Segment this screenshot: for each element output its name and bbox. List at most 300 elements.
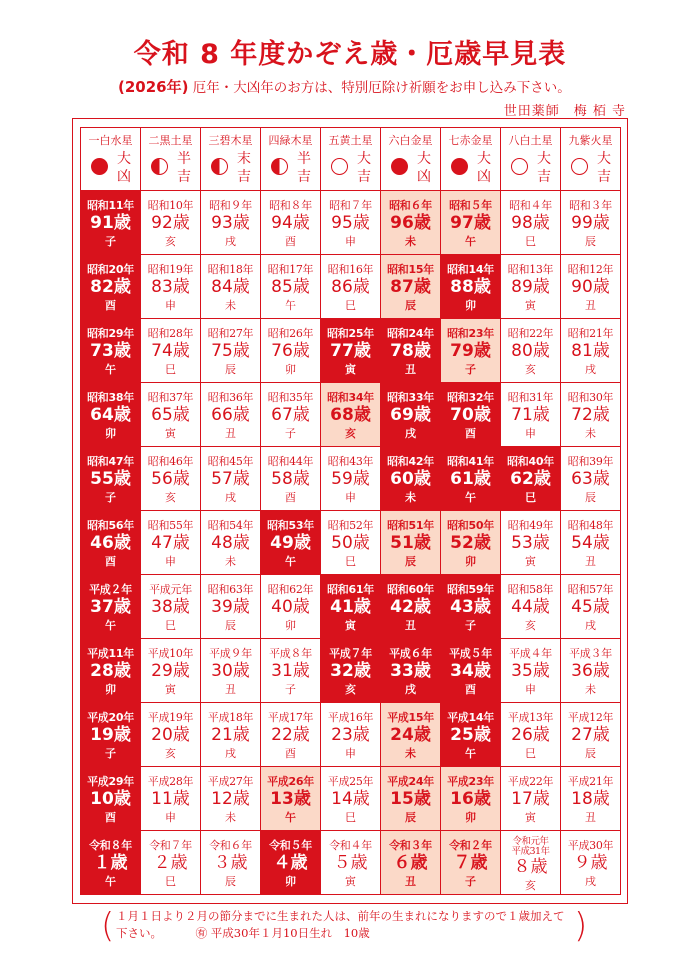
era-year: 令和６年 — [209, 838, 252, 852]
age-cell — [501, 319, 561, 383]
age-cell — [561, 319, 621, 383]
age-cell — [441, 191, 501, 255]
age: 70歳 — [450, 404, 491, 425]
era-year: 平成14年 — [447, 710, 494, 724]
age: 84歳 — [211, 276, 250, 297]
era-year: 令和元年 — [512, 835, 549, 847]
zodiac: 申 — [165, 298, 176, 312]
zodiac: 卯 — [465, 554, 476, 568]
era-year: 昭和54年 — [207, 518, 254, 532]
age: 43歳 — [450, 596, 491, 617]
age-chart-table — [80, 127, 621, 895]
age-cell — [201, 319, 261, 383]
age: 15歳 — [390, 788, 431, 809]
age: 17歳 — [511, 788, 550, 809]
zodiac: 辰 — [405, 554, 416, 568]
age-cell — [501, 575, 561, 639]
zodiac: 酉 — [285, 234, 296, 248]
age-cell — [381, 383, 441, 447]
zodiac: 戌 — [225, 746, 236, 760]
zodiac: 卯 — [465, 810, 476, 824]
era-year: 昭和32年 — [447, 390, 494, 404]
zodiac: 亥 — [525, 618, 536, 632]
age-cell — [321, 767, 381, 831]
era-year: 平成30年 — [567, 838, 614, 852]
age: 14歳 — [331, 788, 370, 809]
zodiac: 辰 — [405, 298, 416, 312]
half-circle-icon — [271, 158, 288, 175]
age-cell — [381, 639, 441, 703]
age: 71歳 — [511, 404, 550, 425]
age: 69歳 — [390, 404, 431, 425]
age-cell — [561, 703, 621, 767]
zodiac: 巳 — [525, 746, 536, 760]
age-cell — [81, 575, 141, 639]
table-row — [81, 831, 621, 895]
star-name: 八白土星 — [508, 134, 553, 147]
star-cell — [81, 128, 141, 191]
age: ９歳 — [573, 852, 608, 873]
era-year: 昭和５年 — [449, 198, 492, 212]
age: 51歳 — [390, 532, 431, 553]
age-cell — [201, 831, 261, 895]
footnote-example: ㊒ 平成30年１月10日生れ 10歳 — [195, 926, 370, 940]
footnote — [116, 908, 586, 952]
table-row — [81, 255, 621, 319]
zodiac: 卯 — [285, 362, 296, 376]
zodiac: 午 — [465, 234, 476, 248]
era-year: 平成24年 — [387, 774, 434, 788]
era-year: 平成18年 — [207, 710, 254, 724]
age: 18歳 — [571, 788, 610, 809]
age-cell — [561, 191, 621, 255]
era-year: 昭和21年 — [567, 326, 614, 340]
age: 20歳 — [151, 724, 190, 745]
zodiac: 午 — [465, 490, 476, 504]
age-cell — [441, 319, 501, 383]
zodiac: 辰 — [225, 874, 236, 888]
star-fortune: 半吉 — [297, 151, 311, 185]
era-year: 平成25年 — [327, 774, 374, 788]
era-year: 昭和27年 — [207, 326, 254, 340]
age: 61歳 — [450, 468, 491, 489]
era-year: 昭和25年 — [327, 326, 374, 340]
age-cell — [321, 575, 381, 639]
zodiac: 酉 — [105, 298, 116, 312]
filled-circle-icon — [91, 158, 108, 175]
age: 19歳 — [90, 724, 131, 745]
age: 49歳 — [270, 532, 311, 553]
age: 58歳 — [271, 468, 310, 489]
age: 11歳 — [151, 788, 190, 809]
age-cell — [561, 831, 621, 895]
age-cell — [501, 255, 561, 319]
age: 80歳 — [511, 340, 550, 361]
age: 97歳 — [450, 212, 491, 233]
zodiac: 戌 — [585, 618, 596, 632]
era-year: 昭和42年 — [387, 454, 434, 468]
age: 47歳 — [151, 532, 190, 553]
era-year: 平成26年 — [267, 774, 314, 788]
age: 21歳 — [211, 724, 250, 745]
star-fortune: 大凶 — [417, 151, 431, 185]
zodiac: 酉 — [285, 746, 296, 760]
zodiac: 辰 — [225, 618, 236, 632]
zodiac: 丑 — [405, 362, 416, 376]
age: 40歳 — [271, 596, 310, 617]
age: ７歳 — [453, 852, 488, 873]
age: 74歳 — [151, 340, 190, 361]
era-year: 昭和49年 — [507, 518, 554, 532]
zodiac: 未 — [225, 554, 236, 568]
age-cell — [501, 511, 561, 575]
era-year: 令和２年 — [449, 838, 492, 852]
zodiac: 酉 — [105, 810, 116, 824]
era-year: 平成23年 — [447, 774, 494, 788]
footnote-line-1: １月１日より２月の節分までに生まれた人は、前年の生まれになりますので１歳加えて — [116, 909, 565, 923]
age-cell — [381, 447, 441, 511]
zodiac: 亥 — [345, 682, 356, 696]
age: 26歳 — [511, 724, 550, 745]
star-name: 九紫火星 — [568, 134, 613, 147]
zodiac: 子 — [465, 618, 476, 632]
zodiac: 子 — [285, 682, 296, 696]
zodiac: 子 — [105, 234, 116, 248]
era-year: 平成２年 — [89, 582, 132, 596]
age-cell — [501, 703, 561, 767]
age-cell — [441, 447, 501, 511]
era-year: 昭和40年 — [507, 454, 554, 468]
age: 12歳 — [211, 788, 250, 809]
footnote-line-2 — [116, 925, 586, 942]
age: 99歳 — [571, 212, 610, 233]
era-year: 平成11年 — [87, 646, 134, 660]
zodiac: 辰 — [405, 810, 416, 824]
age-cell — [261, 319, 321, 383]
zodiac: 戌 — [405, 682, 416, 696]
era-year: 昭和61年 — [327, 582, 374, 596]
zodiac: 寅 — [525, 554, 536, 568]
age-cell — [381, 767, 441, 831]
zodiac: 戌 — [585, 362, 596, 376]
age: 90歳 — [571, 276, 610, 297]
zodiac: 午 — [465, 746, 476, 760]
age-cell — [81, 703, 141, 767]
age-cell — [441, 255, 501, 319]
era-year: 昭和20年 — [87, 262, 134, 276]
era-year: 昭和53年 — [267, 518, 314, 532]
zodiac: 卯 — [105, 426, 116, 440]
zodiac: 巳 — [165, 874, 176, 888]
star-fortune: 大凶 — [117, 151, 131, 185]
age-cell — [321, 383, 381, 447]
age: 87歳 — [390, 276, 431, 297]
zodiac: 子 — [105, 746, 116, 760]
subtitle-year: (2026年) — [118, 78, 189, 96]
era-year: 昭和63年 — [207, 582, 254, 596]
era-year: 昭和55年 — [147, 518, 194, 532]
age-cell — [381, 703, 441, 767]
zodiac: 巳 — [525, 234, 536, 248]
age-cell — [381, 831, 441, 895]
age-cell — [381, 575, 441, 639]
age: 53歳 — [511, 532, 550, 553]
zodiac: 亥 — [165, 490, 176, 504]
zodiac: 辰 — [585, 234, 596, 248]
age-cell — [201, 447, 261, 511]
era-year: 昭和62年 — [267, 582, 314, 596]
era-year: 昭和46年 — [147, 454, 194, 468]
star-fortune: 大吉 — [537, 151, 551, 185]
age: 86歳 — [331, 276, 370, 297]
age-cell — [81, 831, 141, 895]
era-year: 平成15年 — [387, 710, 434, 724]
era-year: 昭和11年 — [87, 198, 134, 212]
era-year: 昭和52年 — [327, 518, 374, 532]
age-cell — [441, 383, 501, 447]
star-fortune: 末吉 — [237, 151, 251, 185]
zodiac: 巳 — [345, 554, 356, 568]
age: 64歳 — [90, 404, 131, 425]
era-year: 昭和23年 — [447, 326, 494, 340]
era-year: 昭和30年 — [567, 390, 614, 404]
age: 93歳 — [211, 212, 250, 233]
zodiac: 亥 — [345, 426, 356, 440]
empty-circle-icon — [511, 158, 528, 175]
era-year: 昭和19年 — [147, 262, 194, 276]
age-cell — [261, 511, 321, 575]
era-year: 昭和51年 — [387, 518, 434, 532]
zodiac: 午 — [285, 810, 296, 824]
era-year: 昭和３年 — [569, 198, 612, 212]
age: 96歳 — [390, 212, 431, 233]
age-cell — [261, 191, 321, 255]
age: 27歳 — [571, 724, 610, 745]
age-cell — [561, 511, 621, 575]
zodiac: 丑 — [585, 810, 596, 824]
zodiac: 午 — [105, 618, 116, 632]
age-cell — [561, 383, 621, 447]
age-cell — [441, 831, 501, 895]
age: 76歳 — [271, 340, 310, 361]
era-year: 昭和34年 — [327, 390, 374, 404]
age: 35歳 — [511, 660, 550, 681]
star-fortune: 大凶 — [477, 151, 491, 185]
age: 50歳 — [331, 532, 370, 553]
era-year: 昭和29年 — [87, 326, 134, 340]
star-cell — [381, 128, 441, 191]
zodiac: 卯 — [285, 874, 296, 888]
age: 56歳 — [151, 468, 190, 489]
zodiac: 巳 — [165, 618, 176, 632]
age-cell — [81, 639, 141, 703]
table-row — [81, 511, 621, 575]
zodiac: 丑 — [585, 298, 596, 312]
zodiac: 子 — [285, 426, 296, 440]
zodiac: 寅 — [345, 618, 356, 632]
zodiac: 丑 — [225, 682, 236, 696]
era-year: 昭和６年 — [389, 198, 432, 212]
zodiac: 酉 — [285, 490, 296, 504]
table-row — [81, 703, 621, 767]
age-cell — [441, 575, 501, 639]
age: 73歳 — [90, 340, 131, 361]
star-fortune: 半吉 — [177, 151, 191, 185]
age: ４歳 — [273, 852, 308, 873]
zodiac: 申 — [165, 810, 176, 824]
age-cell — [441, 767, 501, 831]
era-year: 昭和17年 — [267, 262, 314, 276]
era-year: 令和８年 — [89, 838, 132, 852]
table-row — [81, 575, 621, 639]
era-year: 昭和35年 — [267, 390, 314, 404]
zodiac: 未 — [225, 810, 236, 824]
table-row — [81, 447, 621, 511]
era-year: 昭和43年 — [327, 454, 374, 468]
half-circle-icon — [211, 158, 228, 175]
era-year: 令和７年 — [149, 838, 192, 852]
era-year: 昭和44年 — [267, 454, 314, 468]
zodiac: 戌 — [405, 426, 416, 440]
zodiac: 未 — [225, 298, 236, 312]
star-name: 三碧木星 — [208, 134, 253, 147]
zodiac: 寅 — [525, 298, 536, 312]
age-cell — [201, 639, 261, 703]
era-year: 昭和10年 — [147, 198, 194, 212]
age: ５歳 — [333, 852, 368, 873]
age-cell — [201, 575, 261, 639]
zodiac: 丑 — [225, 426, 236, 440]
zodiac: 亥 — [165, 746, 176, 760]
zodiac: 戌 — [225, 490, 236, 504]
zodiac: 亥 — [525, 362, 536, 376]
zodiac: 丑 — [405, 874, 416, 888]
age: 13歳 — [270, 788, 311, 809]
zodiac: 未 — [585, 682, 596, 696]
star-cell — [321, 128, 381, 191]
zodiac: 亥 — [525, 878, 536, 892]
age-cell — [141, 511, 201, 575]
age-cell — [561, 767, 621, 831]
zodiac: 辰 — [585, 746, 596, 760]
age: 33歳 — [390, 660, 431, 681]
star-cell — [501, 128, 561, 191]
age: １歳 — [93, 852, 128, 873]
era-year: 昭和28年 — [147, 326, 194, 340]
age-cell — [561, 575, 621, 639]
era-year: 平成３年 — [569, 646, 612, 660]
note-close-paren: ) — [574, 906, 588, 946]
zodiac: 未 — [405, 490, 416, 504]
age: 54歳 — [571, 532, 610, 553]
age: 78歳 — [390, 340, 431, 361]
age: ８歳 — [513, 856, 548, 877]
era-year: 平成６年 — [389, 646, 432, 660]
age: 89歳 — [511, 276, 550, 297]
zodiac: 丑 — [405, 618, 416, 632]
zodiac: 卯 — [285, 618, 296, 632]
age-cell — [501, 639, 561, 703]
era-year: 平成17年 — [267, 710, 314, 724]
age: 72歳 — [571, 404, 610, 425]
age: 38歳 — [151, 596, 190, 617]
age: 45歳 — [571, 596, 610, 617]
age: 46歳 — [90, 532, 131, 553]
age-cell — [141, 831, 201, 895]
age: 28歳 — [90, 660, 131, 681]
age-cell — [261, 383, 321, 447]
age-cell — [81, 383, 141, 447]
era-year: 平成21年 — [567, 774, 614, 788]
age-cell — [201, 703, 261, 767]
age-cell — [81, 255, 141, 319]
zodiac: 未 — [585, 426, 596, 440]
age: 88歳 — [450, 276, 491, 297]
age: 41歳 — [330, 596, 371, 617]
age-cell — [261, 447, 321, 511]
page-title: 令和 8 年度かぞえ歳・厄歳早見表 — [133, 39, 567, 70]
age: ６歳 — [393, 852, 428, 873]
age: 81歳 — [571, 340, 610, 361]
age: 62歳 — [510, 468, 551, 489]
zodiac: 寅 — [165, 682, 176, 696]
footnote-line-2-text: 下さい。 — [116, 926, 162, 940]
age: 10歳 — [90, 788, 131, 809]
age-cell — [261, 703, 321, 767]
era-year: 昭和39年 — [567, 454, 614, 468]
age: 55歳 — [90, 468, 131, 489]
zodiac: 巳 — [345, 298, 356, 312]
age: 31歳 — [271, 660, 310, 681]
age-cell — [81, 767, 141, 831]
table-row — [81, 319, 621, 383]
age: 68歳 — [330, 404, 371, 425]
zodiac: 辰 — [225, 362, 236, 376]
age-cell — [81, 511, 141, 575]
age: 52歳 — [450, 532, 491, 553]
zodiac: 未 — [405, 746, 416, 760]
age: 60歳 — [390, 468, 431, 489]
age: 57歳 — [211, 468, 250, 489]
age-cell — [141, 447, 201, 511]
age-cell — [381, 191, 441, 255]
zodiac: 巳 — [345, 810, 356, 824]
age-cell — [261, 575, 321, 639]
zodiac: 申 — [345, 490, 356, 504]
zodiac: 午 — [285, 554, 296, 568]
table-row — [81, 639, 621, 703]
age: 67歳 — [271, 404, 310, 425]
era-year: 平成27年 — [207, 774, 254, 788]
age-cell — [561, 255, 621, 319]
age: 75歳 — [211, 340, 250, 361]
zodiac: 巳 — [165, 362, 176, 376]
era-year: 昭和57年 — [567, 582, 614, 596]
zodiac: 卯 — [465, 298, 476, 312]
zodiac: 子 — [465, 362, 476, 376]
era-year: 昭和31年 — [507, 390, 554, 404]
zodiac: 子 — [465, 874, 476, 888]
star-header-row — [81, 128, 621, 191]
age: ２歳 — [153, 852, 188, 873]
note-open-paren: ( — [101, 906, 115, 946]
era-year: 昭和50年 — [447, 518, 494, 532]
age-cell — [261, 255, 321, 319]
era-year: 平成19年 — [147, 710, 194, 724]
era-year: 昭和22年 — [507, 326, 554, 340]
age: 79歳 — [450, 340, 491, 361]
era-year: 平成22年 — [507, 774, 554, 788]
